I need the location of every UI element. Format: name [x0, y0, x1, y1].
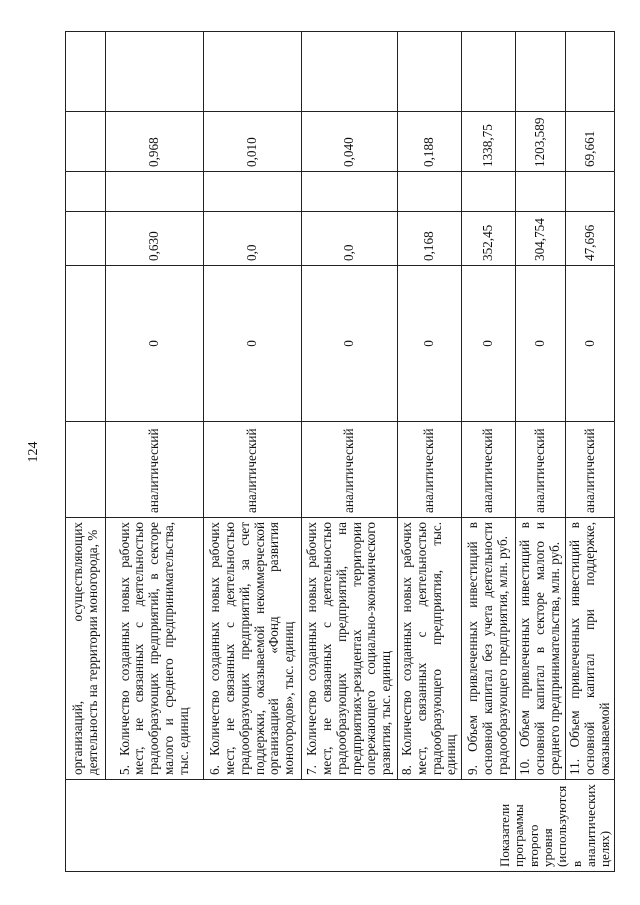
indicator-name: 9. Объем привлеченных инвестиций в основной капитал без учета деятельности градообразующего предприятия, млн. руб.: [462, 518, 516, 780]
value-2: 1203,589: [516, 112, 566, 172]
base-value: 0: [462, 266, 516, 422]
page-number: 124: [26, 441, 41, 463]
table-row: [204, 32, 302, 872]
empty-cell: [302, 32, 398, 112]
empty-cell: [566, 32, 615, 112]
table-row: [516, 32, 566, 872]
empty-cell: [106, 172, 204, 212]
empty-cell: [516, 172, 566, 212]
value-2: [66, 112, 106, 172]
value-1: 0,0: [204, 212, 302, 266]
empty-cell: [106, 32, 204, 112]
table-row: [66, 32, 106, 872]
empty-cell: [398, 172, 462, 212]
indicator-name: 10. Объем привлеченных инвестиций в основной капитал в секторе малого и среднего предпринимательства, млн. руб.: [516, 518, 566, 780]
indicator-type: [66, 422, 106, 518]
rotated-page: [65, 32, 613, 872]
base-value: 0: [398, 266, 462, 422]
value-2: 0,010: [204, 112, 302, 172]
empty-cell: [204, 172, 302, 212]
value-1: 304,754: [516, 212, 566, 266]
indicator-type: аналитический: [204, 422, 302, 518]
indicator-type: аналитический: [566, 422, 615, 518]
value-1: 0,168: [398, 212, 462, 266]
indicators-table: [65, 31, 615, 872]
empty-cell: [462, 172, 516, 212]
empty-cell: [516, 32, 566, 112]
empty-cell: [398, 32, 462, 112]
base-value: 0: [204, 266, 302, 422]
indicator-name: организаций, осуществляющих деятельность на территории моногорода, %: [66, 518, 106, 780]
table-row: [398, 32, 462, 872]
empty-cell: [204, 32, 302, 112]
value-1: 47,696: [566, 212, 615, 266]
value-1: 0,0: [302, 212, 398, 266]
base-value: 0: [566, 266, 615, 422]
indicator-type: аналитический: [516, 422, 566, 518]
indicator-name: 8. Количество созданных новых рабочих мест, связанных с деятельностью градообразующего предприятия, тыс. единиц: [398, 518, 462, 780]
indicator-name: 6. Количество созданных новых рабочих мест, не связанных с деятельностью градообразующих предприятий, за счет поддержки, оказываемой некоммерческой организацией «Фонд развития моногородов», тыс. единиц: [204, 518, 302, 780]
indicator-type: аналитический: [398, 422, 462, 518]
value-2: 0,188: [398, 112, 462, 172]
empty-cell: [462, 32, 516, 112]
value-2: 0,968: [106, 112, 204, 172]
base-value: [66, 266, 106, 422]
table-row: [566, 32, 615, 872]
base-value: 0: [302, 266, 398, 422]
indicator-type: аналитический: [106, 422, 204, 518]
table-row: [302, 32, 398, 872]
indicator-name: 7. Количество созданных новых рабочих мест, не связанных с деятельностью градообразующих предприятий, на предприятиях-резидентах территории опережающего социально-экономического развития, тыс. единиц: [302, 518, 398, 780]
table-row: [462, 32, 516, 872]
empty-cell: [66, 172, 106, 212]
value-2: 1338,75: [462, 112, 516, 172]
indicator-name: 5. Количество созданных новых рабочих мест, не связанных с деятельностью градообразующих предприятий, в секторе малого и среднего предпринимательства, тыс. единиц: [106, 518, 204, 780]
base-value: 0: [106, 266, 204, 422]
empty-cell: [302, 172, 398, 212]
empty-cell: [566, 172, 615, 212]
value-1: 0,630: [106, 212, 204, 266]
value-1: 352,45: [462, 212, 516, 266]
indicator-name: 11. Объем привлеченных инвестиций в основной капитал при поддержке, оказываемой: [566, 518, 615, 780]
value-2: 69,661: [566, 112, 615, 172]
table-row: [106, 32, 204, 872]
base-value: 0: [516, 266, 566, 422]
indicator-type: аналитический: [462, 422, 516, 518]
value-2: 0,040: [302, 112, 398, 172]
indicator-type: аналитический: [302, 422, 398, 518]
group-label-cell: Показатели программы второго уровня (используются в аналитических целях): [66, 780, 615, 872]
empty-cell: [66, 32, 106, 112]
value-1: [66, 212, 106, 266]
